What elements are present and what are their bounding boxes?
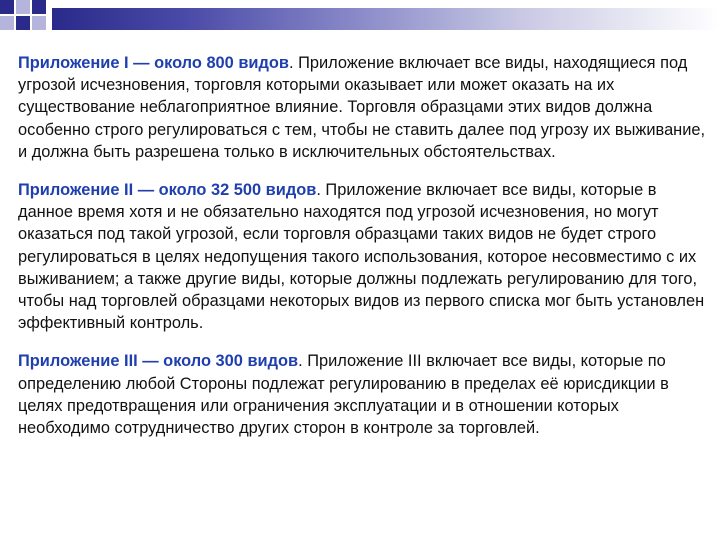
header-gradient-bar xyxy=(52,8,720,30)
decor-square xyxy=(32,16,46,30)
paragraph-appendix-2 xyxy=(18,179,708,334)
decor-square xyxy=(32,0,46,14)
slide-header-decoration xyxy=(0,0,720,40)
paragraph-title: Приложение III — около 300 видов xyxy=(18,352,299,371)
paragraph-text: . Приложение включает все виды, находящиеся под угрозой исчезновения, торговля которыми оказывает или может оказать на их существование неблагоприятное влияние. Торговля образцами этих видов должна особенно строго регулироваться с тем, чтобы не ставить далее под угрозу их выживание, и должна быть разрешена только в исключительных обстоятельствах. xyxy=(18,54,706,161)
paragraph-title: Приложение I — около 800 видов xyxy=(18,54,289,72)
paragraph-title: Приложение II — около 32 500 видов xyxy=(18,181,317,200)
paragraph-text: . Приложение включает все виды, которые в данное время хотя и не обязательно находятся под угрозой исчезновения, но могут оказаться под такой угрозой, если торговля образцами таких видов не будет строго регулироваться в целях недопущения такого использования, которое несовместимо с их выживанием; а также другие виды, которые должны подлежать регулированию для того, чтобы над торговлей образцами некоторых видов из первого списка мог быть установлен эффективный контроль. xyxy=(18,181,705,333)
decor-square xyxy=(16,0,30,14)
paragraph-appendix-3 xyxy=(18,350,708,439)
decor-square xyxy=(16,16,30,30)
decor-square xyxy=(0,0,14,14)
paragraph-text: . Приложение III включает все виды, которые по определению любой Стороны подлежат регулированию в пределах её юрисдикции в целях предотвращения или ограничения эксплуатации и в отношении которых необходимо сотрудничество других сторон в контроле за торговлей. xyxy=(18,352,669,438)
decor-square xyxy=(0,16,14,30)
slide-body xyxy=(18,52,708,455)
paragraph-appendix-1 xyxy=(18,52,708,163)
